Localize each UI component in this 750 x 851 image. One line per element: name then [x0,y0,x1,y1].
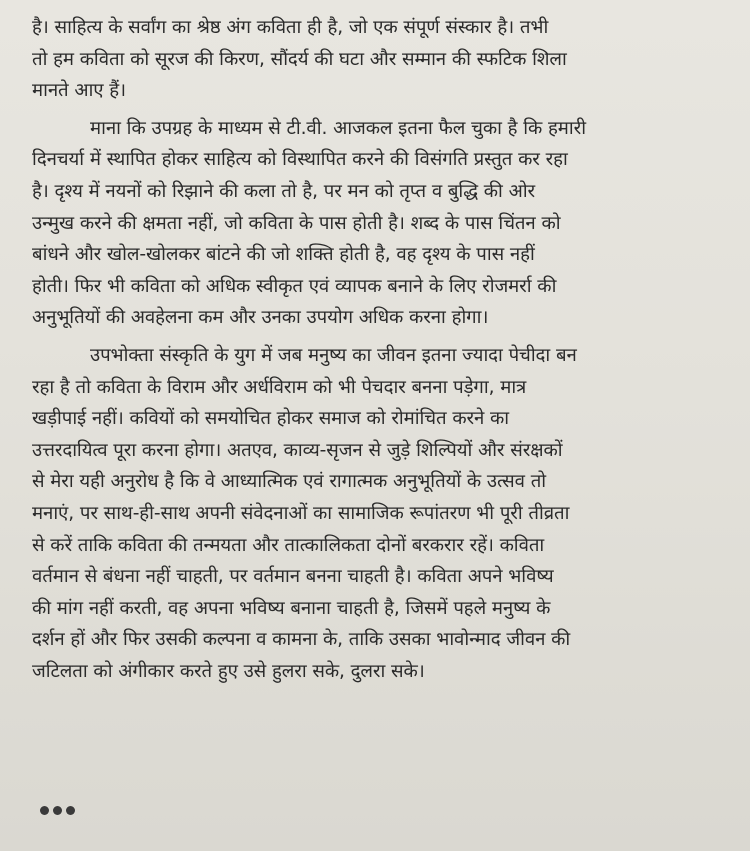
ornament-dot-icon [53,806,62,815]
text-line: उन्मुख करने की क्षमता नहीं, जो कविता के पास होती है। शब्द के पास चिंतन को [32,212,561,234]
text-line: उपभोक्ता संस्कृति के युग में जब मनुष्य का जीवन इतना ज्यादा पेचीदा बन [90,344,577,366]
text-line: बांधने और खोल-खोलकर बांटने की जो शक्ति होती है, वह दृश्य के पास नहीं [32,244,535,266]
text-line: है। साहित्य के सर्वांग का श्रेष्ठ अंग कविता ही है, जो एक संपूर्ण संस्कार है। तभी [32,17,549,38]
section-end-ornament [40,806,75,815]
paragraph-1 [32,12,722,107]
text-line: वर्तमान से बंधना नहीं चाहती, पर वर्तमान बनना चाहती है। कविता अपने भविष्य [32,566,554,588]
paragraph-3 [32,340,722,688]
text-line: से करें ताकि कविता की तन्मयता और तात्कालिकता दोनों बरकरार रहें। कविता [32,534,545,556]
text-line: होती। फिर भी कविता को अधिक स्वीकृत एवं व्यापक बनाने के लिए रोजमर्रा की [32,275,557,297]
text-line: जटिलता को अंगीकार करते हुए उसे हुलरा सके, दुलरा सके। [32,660,425,682]
ornament-dot-icon [40,806,49,815]
page-text [32,12,722,693]
ornament-dot-icon [66,806,75,815]
text-line: उत्तरदायित्व पूरा करना होगा। अतएव, काव्य-सृजन से जुड़े शिल्पियों और संरक्षकों [32,439,563,461]
text-line: दिनचर्या में स्थापित होकर साहित्य को विस्थापित करने की विसंगति प्रस्तुत कर रहा [32,149,568,171]
text-line: तो हम कविता को सूरज की किरण, सौंदर्य की घटा और सम्मान की स्फटिक शिला [32,48,567,70]
text-line: मानते आए हैं। [32,80,126,102]
text-line: से मेरा यही अनुरोध है कि वे आध्यात्मिक एवं रागात्मक अनुभूतियों के उत्सव तो [32,471,547,493]
text-line: माना कि उपग्रह के माध्यम से टी.वी. आजकल इतना फैल चुका है कि हमारी [90,117,586,139]
text-line: दर्शन हों और फिर उसकी कल्पना व कामना के, ताकि उसका भावोन्माद जीवन की [32,629,571,651]
text-line: अनुभूतियों की अवहेलना कम और उनका उपयोग अधिक करना होगा। [32,307,489,329]
text-line: है। दृश्य में नयनों को रिझाने की कला तो है, पर मन को तृप्त व बुद्धि की ओर [32,180,535,202]
text-line: खड़ीपाई नहीं। कवियों को समयोचित होकर समाज को रोमांचित करने का [32,408,510,430]
text-line: की मांग नहीं करती, वह अपना भविष्य बनाना चाहती है, जिसमें पहले मनुष्य के [32,597,551,619]
text-line: रहा है तो कविता के विराम और अर्धविराम को भी पेचदार बनना पड़ेगा, मात्र [32,376,527,398]
paragraph-2 [32,113,722,334]
text-line: मनाएं, पर साथ-ही-साथ अपनी संवेदनाओं का सामाजिक रूपांतरण भी पूरी तीव्रता [32,502,570,524]
